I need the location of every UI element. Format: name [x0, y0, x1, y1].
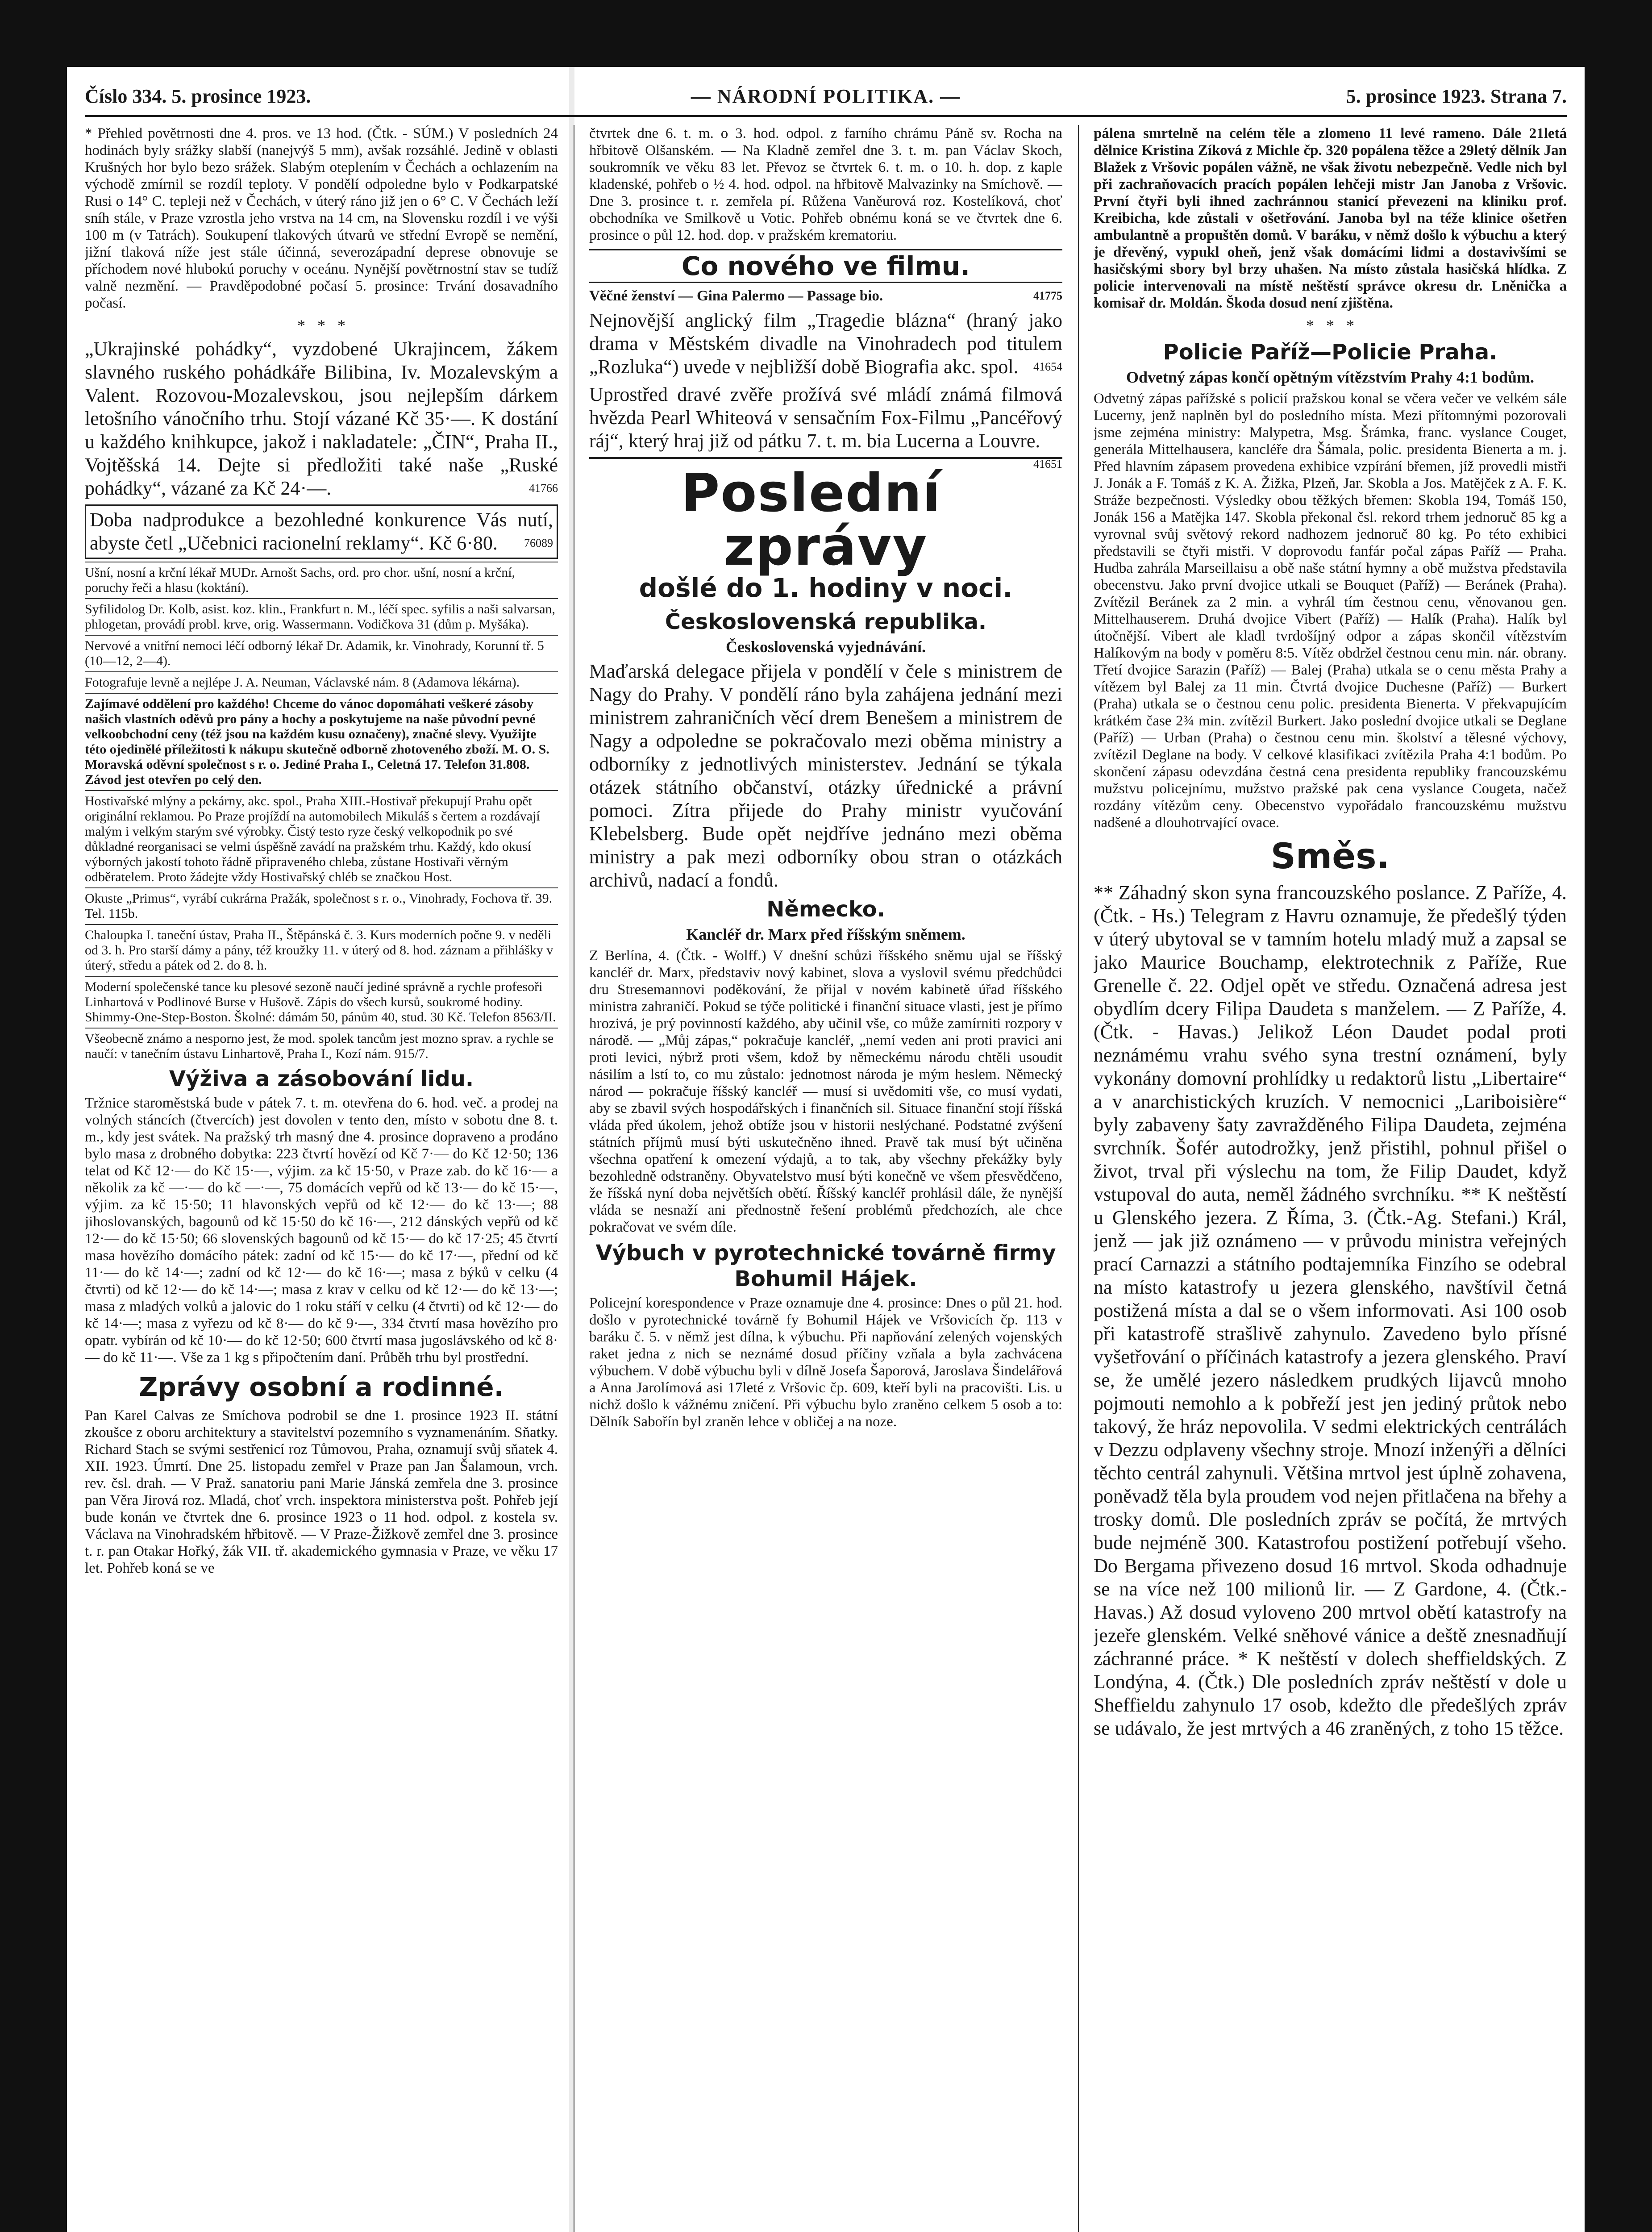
small-ad: Hostivařské mlýny a pekárny, akc. spol., Praha XIII.-Hostivař překupují Prahu opět originální reklamou. Po Praze projíždí na automobilech Mikuláš s čertem a rozdávají malým i velkým starým své výrobky. Čistý testo ryze český velkopodnik po své důkladné reorganisaci se velmi úspěšně zavádí na pražském trhu. Každý, kdo okusí výborných jakostí tohoto řádně připraveného chleba, zůstane Hostivaři věrným odběratelem. Proto žádejte vždy Hostivařský chléb se značkou Host.: [85, 790, 558, 885]
section-title-czechoslovakia: Československá republika.: [665, 609, 987, 634]
food-market-report: Tržnice staroměstská bude v pátek 7. t. m. otevřena do 6. hod. več. a prodej na volných stáncích (čtvercích) jest dovolen v tento den, místo v sobotu dne 8. t. m., kdy jest svátek. Na pražský trh masný dne 4. prosince dopraveno a prodáno bylo masa z drobného dobytka: 223 čtvrtí hovězí od Kč 7·— do Kč 12·50; 136 telat od Kč 12·— do Kč 15·—, výjim. za kč 15·50, v Praze zab. do kč 16·— a několik za kč —·— do kč —·—, 75 domácích vepřů od kč 13·— do kč 15·—, výjim. za kč 15·50; 11 hlavonských vepřů od kč 12·— do kč 13·—; 88 jihoslovanských, bagounů od kč 15·50 do kč 16·—, 212 dánských vepřů od kč 12·— do kč 15·50; 66 slovenských bagounů od kč 15·— do kč 17·25; 45 čtvrtí masa hovězího domácího pátek: zadní od kč 15·— do kč 17·—, přední od kč 11·— do kč 14·—; zadní od kč 12·— do kč 16·—; masa z býků v celku (4 čtvrti) od kč 12·— do kč 14·—; masa z krav v celku od kč 12·— do kč 13·—; masa z mladých volků a jalovic do 1 roku stáří v celku (4 čtvrti) od kč 12·— do kč 14·—; masa z vyřezu od kč 8·— do kč 9·—, 334 čtvrtí masa hovězího pro opatr. vybírán od kč 10·— do kč 12·50; 600 čtvrtí masa jugoslávského od kč 8·— do kč 11·—. Vše za 1 kg s připočtením daní. Průběh trhu byl prostřední.: [85, 1095, 558, 1366]
film-subtitle: Věčné ženství — Gina Palermo — Passage bio. 41775: [589, 288, 1062, 304]
article-subtitle: Československá vyjednávání.: [725, 638, 926, 656]
newspaper-page: [67, 67, 1585, 2232]
section-title-misc: Směs.: [1270, 837, 1390, 877]
film-news-1: Nejnovější anglický film „Tragedie blázna“ (hraný jako drama v Městském divadle na Vinohradech pod titulem „Rozluka“) uvede v nejbližší době Biografia akc. spol. 41654: [589, 309, 1062, 378]
article-marx-speech: Z Berlína, 4. (Čtk. - Wolff.) V dnešní schůzi říšského sněmu ujal se říšský kancléř dr. Marx, představiv nový kabinet, slova a vyslovil svému předchůdci dru Stresemannovi poděkování, že přijal v novém kabinetě úřad říšského ministra zahraničí. Pokud se týče politické i finanční situace vlasti, jest je přímo hrozivá, je prý povinností každého, aby učinil vše, co může zamírniti rozpory v národě. — „Můj zápas,“ pokračuje kancléř, „nemí veden ani proti pravici ani proti levici, nýbrž proti všem, kdož by německému národu chtěli usoudit násilím a lstí to, co mu zůstalo: jednotnost národa je mým heslem. Německý národ — pokračuje říšský kancléř — musí si uvědomiti vše, co musí vydati, aby se zbavil svých hospodářských i finančních sil. Situace finanční stojí říšská vláda před úkolem, jehož obtíže jsou v historii neslýchané. Podstatné zvýšení státních příjmů musí býti uskutečněno ihned. Pravě tak musí být učiněna všechna opatření k omezení výdajů, a to tak, aby všechny překážky byly bezohledně odstraněny. Obyvatelstvo musí býti konečně ve všem přesvědčeno, že říšská nyní doba největších obětí. Říšský kancléř prohlásil dále, že nynější vláda se nesnaží ani přednostně řešení problémů předchozích, ale chce pokračovat ve svém díle.: [589, 948, 1062, 1235]
explosion-continued: pálena smrtelně na celém těle a zlomeno 11 levé rameno. Dále 21letá dělnice Kristina Zíková z Michle čp. 320 popálena těžce a 29letý dělník Jan Blažek z Vršovic popálen vážně, ne však životu nebezpečně. Vedle nich byl při zachraňovacích pracích popálen lehčeji mistr Jan Janoba z Vršovic. První čtyři byli ihned zachránnou stanicí převezeni na kliniku prof. Kreibicha, kde zůstali v ošetřování. Janoba byl na téže klinice ošetřen ambulantně a propuštěn domů. V baráku, v němž došlo k výbuchu a který je dřevěný, vypukl oheň, jenž však domácími lidmi a dostavivšími se hasičskými sbory byl brzy uhašen. Na místo zůstala hasičská hlídka. Z policie intervenovali na místě neštěstí správce okresu dr. Lněnička a komisař dr. Moldán. Škoda dosud není zjištěna.: [1094, 125, 1567, 311]
section-title-germany: Německo.: [766, 897, 885, 922]
column-3: [1094, 125, 1567, 2232]
column-2: [589, 125, 1062, 2232]
section-title-food: Výživa a zásobování lidu.: [169, 1066, 474, 1091]
small-ad: Nervové a vnitřní nemoci léčí odborný lékař Dr. Adamik, kr. Vinohrady, Korunní tř. 5 (10—12, 2—4).: [85, 635, 558, 669]
article-hungarian-talks: Maďarská delegace přijela v pondělí v čele s ministrem de Nagy do Prahy. V pondělí ráno byla zahájena jednání mezi ministrem zahraničních věcí drem Benešem a ministrem de Nagy a odpoledne se pokračovalo mezi oběma ministry a odborníky z jednotlivých ministerstev. Jednání se týkala otázek státního občanství, otázky úřednické a právní pomoci. Zítra přijede do Prahy ministr vyučování Klebelsberg. Bude opět nejdříve jednáno mezi oběma ministry a pak mezi odborníky obou stran o otázkách archivů, nadací a fondů.: [589, 660, 1062, 891]
small-ad: Syfilidolog Dr. Kolb, asist. koz. klin., Frankfurt n. M., léčí spec. syfilis a naši salvarsan, phlogetan, provádí probl. krve, orig. Wassermann. Vodičkova 31 (dům p. Myšáka).: [85, 598, 558, 632]
section-title-police: Policie Paříž—Policie Praha.: [1163, 340, 1498, 365]
small-ad: Okuste „Primus“, vyrábí cukrárna Pražák, společnost s r. o., Vinohrady, Fochova tř. 39. Tel. 115b.: [85, 887, 558, 921]
header-rule: [85, 115, 1567, 117]
article-subtitle: Kancléř dr. Marx před říšským sněmem.: [686, 925, 965, 943]
small-ad: Fotografuje levně a nejlépe J. A. Neuman, Václavské nám. 8 (Adamova lékárna).: [85, 671, 558, 690]
article-misc: ** Záhadný skon syna francouzského poslance. Z Paříže, 4. (Čtk. - Hs.) Telegram z Havru oznamuje, že předešlý týden v úterý ubytoval se v tamním hotelu mladý muž a zapsal se jako Maurice Bouchamp, elektrotechnik z Paříže, Rue Grenelle č. 22. Odjel opět ve středu. Označená adresa jest obydlím dcery Filipa Daudeta s manželem. — Z Paříže, 4. (Čtk. - Havas.) Jelikož Léon Daudet podal proti neznámému vrahu svého syna trestní oznámení, byly vykonány domovní prohlídky u redaktorů listu „Libertaire“ a v anarchistických kruzích. V nemocnici „Lariboisière“ byly zabaveny šaty zavražděného Filipa Daudeta, zejména svrchník. Šofér autodrožky, jenž přistihl, pohnul přišel o život, trval při výslechu na tom, že Filip Daudet, když vstupoval do auta, neměl žádného svrchníku. ** K neštěstí u Glenského jezera. Z Říma, 3. (Čtk.-Ag. Stefani.) Král, jenž — jak již oznámeno — v průvodu ministra veřejných prací Carnazzi a státního podtajemníka Finzího se odebral na místo katastrofy u jezera glenského, navštívil četná postižená místa a dal se o všem informovati. Asi 100 osob při katastrofě strašlivě zahynulo. Zavedeno bylo přísné vyšetřování o příčinách katastrofy a jezera glenského. Praví se, že umělé jezero následkem prudkých lijavců mnoho pojmouti nemohlo a k pobřeží jest jen jediný průtok nebo takový, že hráz nepovolila. V sedmi elektrických centrálách v Dezzu odplaveny všechny stroje. Mnozí inženýři a dělníci těchto centrál zahynuli. Většina mrtvol jest úplně zohavena, poněvadž těla byla proudem vod nejen přitlačena na břehy a trosky domů. Dle posledních zpráv se počítá, že mrtvých bude nejméně 300. Katastrofou postižení potřebují všeho. Do Bergama přivezeno dosud 16 mrtvol. Skoda odhadnuje se na více než 100 milionů lir. — Z Gardone, 4. (Čtk.-Havas.) Až dosud vyloveno 200 mrtvol obětí katastrofy na jezeře glenském. Velké sněhové vánice a deště znesnadňují záchranné práce. * K neštěstí v dolech sheffieldských. Z Londýna, 4. (Čtk.) Dle posledních zpráv neštěstí v dole u Sheffieldu zahynulo 17 osob, kdežto dle předešlých zpráv se udávalo, že jest mrtvých a 46 zraněných, z toho 15 těžce.: [1094, 882, 1567, 1739]
small-ad: Moderní společenské tance ku plesové sezoně naučí jediné správně a rychle profesoři Linhartová v Podlinové Burse v Hušově. Zápis do všech kursů, soukromé hodiny. Shimmy-One-Step-Boston. Školné: dámám 50, pánům 40, stud. 30 Kč. Telefon 8563/II.: [85, 976, 558, 1025]
small-ad: Zajímavé oddělení pro každého! Chceme do vánoc dopomáhati veškeré zásoby našich vlastních oděvů pro pány a hochy a poskytujeme na naše původní pevné velkoobchodní ceny (též jsou na každém kusu označeny), značné slevy. Využijte této ojedinělé příležitosti k nákupu skutečně odborně zhotoveného zboží. M. O. S. Moravská oděvní společnost s r. o. Jediné Praha I., Celetná 17. Telefon 31.808. Závod jest otevřen po celý den.: [85, 693, 558, 787]
weather-report: * Přehled povětrnosti dne 4. pros. ve 13 hod. (Čtk. - SÚM.) V posledních 24 hodinách byly srážky slabší (nanejvýš 5 mm), avšak rozsáhlé. Jedině v oblasti Krušných hor bylo bezo srážek. Slabým oteplením v Čechách a ochlazením na východě zmírnil se rozdíl teploty. V pondělí odpoledne bylo v Podkarpatské Rusi o 14° C. tepleji než v Čechách, v úterý ráno již jen o 6° C. V Čechách leží sníh stále, v Praze vzrostla jeho vrstva na 14 cm, na Slovensku rozdíl i ve výši 100 m (v Tatrách). Soukupení tlakových útvarů ve střední Evropě se nemění, jižní tlaková níže jest stále účinná, severozápadní deprese obnovuje se příchodem nové hlubokú poruchy v oceánu. Nynější povětrnostní stav se tudíž valně nezmění. — Pravděpodobné počasí 5. prosince: Trvání dosavadního počasí.: [85, 125, 558, 311]
page-info: 5. prosince 1923. Strana 7.: [1346, 85, 1567, 107]
personal-news: Pan Karel Calvas ze Smíchova podrobil se dne 1. prosince 1923 II. státní zkoušce z oboru architektury a stavitelství pozemního s vyznamenáním. Sňatky. Richard Stach se svými sestřenicí roz Tůmovou, Praha, oznamují svůj sňatek 4. XII. 1923. Úmrtí. Dne 25. listopadu zemřel v Praze pan Jan Šalamoun, vrch. rev. čsl. drah. — V Praž. sanatoriu pani Marie Jánská zemřela dne 3. prosince pan Věra Jirová roz. Mladá, choť vrch. inspektora ministerstva pošt. Pohřeb její bude konán ve čtvrtek dne 6. prosince 1923 o 11 hod. odpol. z kostela sv. Václava na Vinohradském hřbitově. — V Praze-Žižkově zemřel dne 3. prosince t. r. pan Otakar Hořký, žák VII. tř. akademického gymnasia v Praze, ve věku 17 let. Pohřeb koná se ve: [85, 1407, 558, 1576]
headline-last-news-sub: došlé do 1. hodiny v noci.: [639, 573, 1013, 603]
section-title-film: Co nového ve filmu.: [589, 249, 1062, 283]
newspaper-title: — NÁRODNÍ POLITIKA. —: [691, 85, 961, 107]
advert-advertising-textbook: Doba nadprodukce a bezohledné konkurence Vás nutí, abyste četl „Učebnici racionelní reklamy“. Kč 6·80. 76089: [85, 504, 558, 559]
section-separator: * * *: [1306, 316, 1354, 334]
small-ad: Všeobecně známo a nesporno jest, že mod. spolek tancům jest mozno sprav. a rychle se naučí: v tanečním ústavu Linhartově, Praha I., Kozí nám. 915/7.: [85, 1028, 558, 1062]
section-title-explosion: Výbuch v pyrotechnické továrně firmy Bohumil Hájek.: [595, 1241, 1056, 1291]
article-explosion: Policejní korespondence v Praze oznamuje dne 4. prosince: Dnes o půl 21. hod. došlo v pyrotechnické továrně fy Bohumil Hájek ve Vršovicích čp. 113 v baráku č. 5. v němž jest dílna, k výbuchu. Při napňování zelených vojenských raket jedna z nich se neznámé dosud příčiny vzňala a byla zachvácena výbuchem. V době výbuchu byli v dílně Josefa Šaporová, Jaroslava Šindelářová a Anna Jarolímová asi 17leté z Vršovic čp. 609, kteří byli na pracovišti. Lis. u nichž došlo k vážnému zničení. Při výbuchu bylo zraněno celkem 5 osob a to: Dělník Sabořín byl zraněn lehce v obličej a na noze.: [589, 1295, 1062, 1430]
headline-last-news: Poslední zprávy: [681, 462, 942, 577]
section-separator: * * *: [297, 316, 345, 334]
section-title-personal: Zprávy osobní a rodinné.: [139, 1372, 504, 1402]
column-rule: [1078, 125, 1079, 2232]
small-ad: Chaloupka I. taneční ústav, Praha II., Štěpánská č. 3. Kurs moderních počne 9. v neděli od 3. h. Pro starší dámy a pány, též kroužky 11. v úterý od 8. hod. záznam a přihlášky v úterý, středu a pátek od 2. do 8. h.: [85, 924, 558, 973]
article-police-match: Odvetný zápas pařížské s policií pražskou konal se včera večer ve velkém sále Lucerny, jenž naplněn byl do posledního místa. Mezi přítomnými pozorovali jsme zejména ministry: Malypetra, Msg. Šrámka, franc. vyslance Couget, generála Mittelhausera, kancléře dra Šámala, polic. presidenta Bienerta a m. j. Před hlavním zápasem provedena exhibice vzpírání břemen, jíž provedli mistři J. Jonák a F. Tomáš z K. A. Žižka, Plzeň, Jar. Skobla a Jos. Matějček z A. F. K. Stráže bezpečnosti. Výsledky obou těžkých břemen: Skobla 194, Tomáš 150, Jonák 156 a Matějka 147. Skobla překonal čsl. rekord trhem jednoruč 85 kg a vyrovnal svůj světový rekord nadhozem jednoruč 80 kg. Po této exhibici představili se čtyři mistři. V doprovodu fanfár počal zápas Paříž — Praha. Hudba zahrála Marseillaisu a obě naše státní hymny a obě mužstva představila obecenstvu. Jako první dvojice utkali se Bouquet (Paříž) — Beránek (Praha). Zvítězil Beránek za 2 min. a vyhrál tím čestnou cenu, věnovanou gen. Mittelhauserem. Druhá dvojice Vibert (Paříž) — Halík (Praha). Halík byl útočnější. Vibert ale kladl tvrdošíjný odpor a zápas skončil vítězstvím Halíkovým na body v poměru 8:5. Vítěz obdržel čestnou cenu min. nár. obrany. Třetí dvojice Sarazin (Paříž) — Balej (Praha) utkala se o cenu města Prahy a vítězem byl Balej za 11 min. Čtvrtá dvojice Duchesne (Paříž) — Burkert (Praha) utkala se o čestnou cenu polic. presidenta Bienerta. V překvapujícím krátkém čase 2¾ min. zvítězil Burkert. Jako poslední dvojice utkali se Deglane (Paříž) — Urban (Praha) o čestnou cenu min. školství a tělesné výchovy, zvítězil Deglane na body. V celkové klasifikaci zvítězila Praha 4:1 bodům. Po skončení zápasu odevzdána čestná cena presidenta republiky francouzskému mužstvu policejnímu, mužstvo pražské pak cena vyslance Cougeta, načež rozdány vítězům ceny. Obecenstvo vypořádalo francouzskému mužstvu nadšené a dlouhotrvající ovace.: [1094, 391, 1567, 831]
obituaries-continued: čtvrtek dne 6. t. m. o 3. hod. odpol. z farního chrámu Páně sv. Rocha na hřbitově Olšanském. — Na Kladně zemřel dne 3. t. m. pan Václav Skoch, soukromník ve věku 83 let. Převoz se čtvrtek 6. t. m. o 10. h. dop. z kaple kladenské, pohřeb o ½ 4. hod. odpol. na hřbitově Malvazinky na Smíchově. — Dne 3. prosince t. r. zemřela pí. Růžena Vaněurová roz. Kostelíková, choť obchodníka ve Smilkově u Votic. Pohřeb obnému koná se ve čtvrtek dne 6. prosince o půl 12. hod. dop. v pražském krematoriu.: [589, 125, 1062, 243]
small-ad: Ušní, nosní a krční lékař MUDr. Arnošt Sachs, ord. pro chor. ušní, nosní a krční, poruchy řeči a hlasu (koktání).: [85, 562, 558, 595]
film-news-2: Uprostřed dravé zvěře prožívá své mládí známá filmová hvězda Pearl Whiteová v sensačním Fox-Filmu „Pancéřový ráj“, který hraj již od pátku 7. t. m. bia Lucerna a Louvre. 41651: [589, 383, 1062, 471]
advert-ukrainian-tales: „Ukrajinské pohádky“, vyzdobené Ukrajincem, žákem slavného ruského pohádkáře Bilibina, Iv. Mozalevským a Valent. Rozovou-Mozalevskou, jsou nejlepším dárkem letošního vánočního trhu. Stojí vázané Kč 35·—. K dostání u každého knihkupce, jakož i nakladatele: „ČIN“, Praha II., Vojtěšská 14. Dejte si předložiti také naše „Ruské pohádky“, vázané za Kč 24·—. 41766: [85, 338, 558, 499]
issue-info: Číslo 334. 5. prosince 1923.: [85, 85, 311, 107]
article-subtitle: Odvetný zápas končí opětným vítězstvím Prahy 4:1 bodům.: [1126, 368, 1534, 386]
column-1: [85, 125, 558, 2232]
